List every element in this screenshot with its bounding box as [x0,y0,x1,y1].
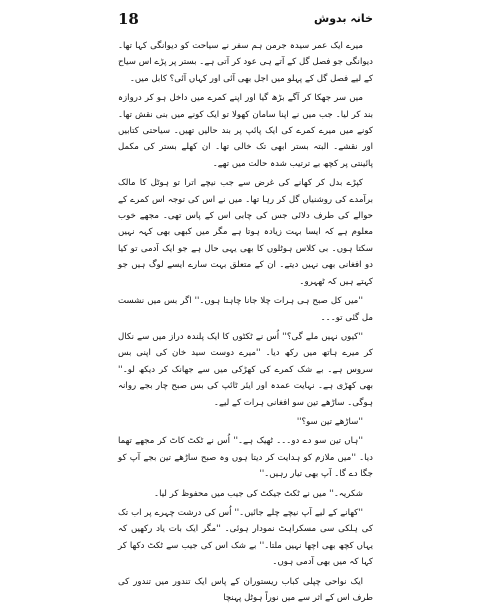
paragraph: ایک نواحی چپلی کباب ریستوران کے پاس ایک تندور میں تندور کی طرف اس کے اثر سے میں نوراً ہوٹل پہنچا [118,576,373,603]
paragraph: ''میں کل صبح ہی ہرات چلا جانا چاہتا ہوں۔'' اگر بس میں نشست مل گئی تو۔۔۔ [118,296,373,323]
paragraph: ''کیوں نہیں ملے گی؟'' اُس نے ٹکٹوں کا ایک پلندہ دراز میں سے نکال کر میرے ہاتھ میں رکھ دیا۔ ''میرے دوست سید خان کی اپنی بس سروس ہے۔ بے شک کمرے کی کھڑکی میں سے جھانک کر دیکھ لو۔'' بھی کھڑی ہے۔ نہایت عمدہ اور ایئر ٹائپ کی بس صبح چار بجے روانہ ہوگی۔ ساڑھے تین سو افغانی ہرات کے لیے۔ [118,331,373,408]
paragraph: میں سر جھکا کر آگے بڑھ گیا اور اپنے کمرے میں داخل ہو کر دروازہ بند کر لیا۔ جب میں نے اپنا سامان کھولا تو ایک کونے میں بنی نقش تھا۔ کونے میں میرے کمرے کی ایک پائپ پر بند حالیں تھیں۔ سیاحتی کتابیں اور نقشے۔ البتہ بستر ابھی تک خالی تھا۔ ان کھلے بستر کی مکمل پائینتی پر کچھ بے ترتیب شدہ حالت میں تھے۔ [118,93,373,169]
body-text [118,38,373,603]
paragraph: کپڑے بدل کر کھانے کی غرض سے جب نیچے اترا تو ہوٹل کا مالک برآمدے کی روشنیاں گل کر رہا تھا۔ میں نے اس کی توجہ اس کمرے کے حوالے کی طرف دلائی جس کی چابی اس کے پاس تھی۔ مجھے خوب معلوم ہے کہ ایسا بہت زیادہ ہوتا ہے مگر میں کبھی بھی کہہ نہیں سکتا ہوں۔ بی کلاس ہوٹلوں کا بھی یہی حال ہے جو ایک آدمی تو کیا دو افغانی بھی نہیں دیتے۔ ان کے متعلق بہت سارے ایسے لوگ ہیں جو کہتے ہیں کہ ٹھہرو۔ [118,178,373,287]
paragraph: ''ہاں تین سو دے دو۔۔۔ ٹھیک ہے۔'' اُس نے ٹکٹ کاٹ کر مجھے تھما دیا۔ ''میں ملازم کو ہدایت کر دیتا ہوں وہ صبح ساڑھے تین بجے آپ کو جگا دے گا۔ آپ بھی تیار رہیں۔'' [118,436,373,480]
page-header [118,10,373,30]
page-number: 18 [118,10,139,28]
paragraph: ''کھانے کے لیے آپ نیچے چلے جائیں۔'' اُس کی درشت چہرے پر اب تک کی ہلکی سی مسکراہٹ نمودار ہوئی۔ ''مگر ایک بات یاد رکھیں کہ یہاں کچھ بھی اچھا نہیں ملتا۔'' بے شک اس کی جیب سے ٹکٹ دکھا کر کہا کہ میں بھی آدمی ہوں۔ [118,507,373,568]
paragraph: شکریہ۔'' میں نے ٹکٹ جیکٹ کی جیب میں محفوظ کر لیا۔ [154,488,363,499]
paragraph: میرے ایک عمر سیدہ جرمن ہم سفر نے سیاحت کو دیوانگی کہا تھا۔ دیوانگی جو فصل گل کے آتے ہی عود کر آتی ہے۔ بستر پر پڑے اس سیاح کے لیے فصل گل کے پہلو میں اجل بھی آئی اور کہاں آئی؟ کابل میں۔ [118,41,373,84]
running-title: خانہ بدوش [314,12,373,25]
paragraph: ''ساڑھے تین سو؟'' [296,416,363,427]
